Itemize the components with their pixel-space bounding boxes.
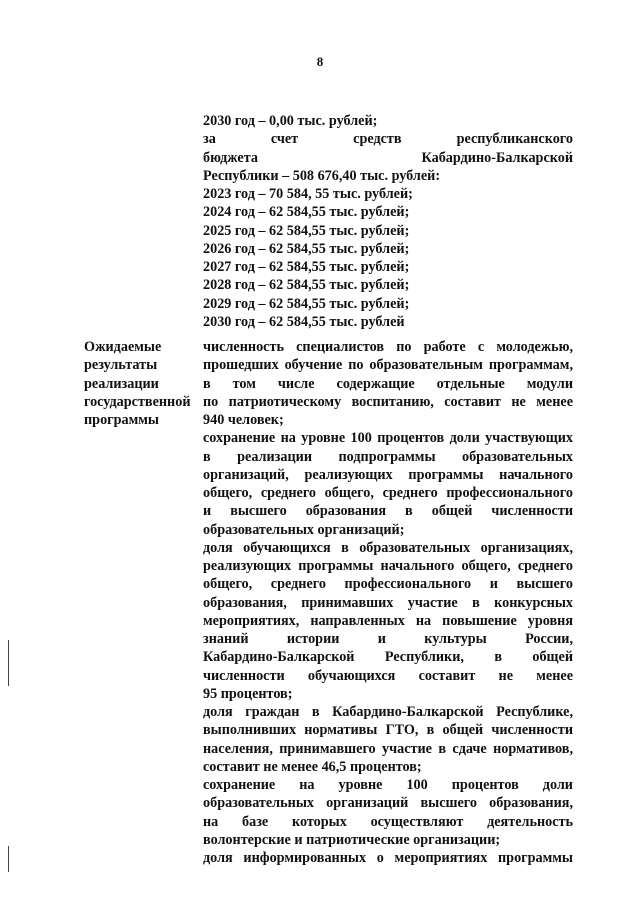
text-line: населения, принимавшего участие в сдаче нормативов,	[203, 740, 573, 757]
text-line: составит не менее 46,5 процентов;	[203, 758, 422, 775]
text-line: образовательных организаций;	[203, 521, 405, 538]
page-number: 8	[316, 54, 324, 69]
text-line: сохранение на уровне 100 процентов доли	[203, 777, 573, 793]
text-line: образования, принимавших участие в конкурсных	[203, 594, 573, 611]
text-line: 2023 год – 70 584, 55 тыс. рублей;	[203, 186, 413, 202]
finance-block	[203, 112, 573, 331]
text-line: 940 человек;	[203, 412, 284, 428]
margin-mark	[8, 640, 9, 686]
text-line: численности обучающихся составит не менее	[203, 667, 573, 684]
text-line: государственной	[84, 393, 191, 410]
text-line: 2026 год – 62 584,55 тыс. рублей;	[203, 240, 410, 257]
text-line: реализации	[84, 375, 159, 392]
text-line: доля информированных о мероприятиях программы	[203, 850, 573, 866]
margin-mark	[8, 846, 9, 872]
results-block	[203, 338, 573, 867]
text-line: 2027 год – 62 584,55 тыс. рублей;	[203, 259, 410, 275]
text-line: реализующих программы начального общего, среднего	[203, 558, 573, 574]
text-line: доля граждан в Кабардино-Балкарской Республике,	[203, 704, 573, 720]
text-line: 2024 год – 62 584,55 тыс. рублей;	[203, 204, 410, 221]
text-line: волонтерские и патриотические организации;	[203, 831, 501, 848]
results-label	[84, 338, 204, 429]
text-line: 2028 год – 62 584,55 тыс. рублей;	[203, 277, 410, 294]
text-line: и высшего образования в общей численности	[203, 503, 573, 520]
text-line: в том числе содержащие отдельные модули	[203, 375, 573, 392]
text-line: Ожидаемые	[84, 339, 162, 355]
text-line: знаний истории и культуры России,	[203, 631, 573, 647]
text-line: по патриотическому воспитанию, составит не менее	[203, 393, 573, 410]
text-line: 2029 год – 62 584,55 тыс. рублей;	[203, 295, 410, 312]
text-line: Республики – 508 676,40 тыс. рублей:	[203, 167, 441, 184]
text-line: Кабардино-Балкарской Республики, в общей	[203, 649, 573, 666]
text-line: 2030 год – 62 584,55 тыс. рублей	[203, 313, 405, 330]
text-line: на базе которых осуществляют деятельность	[203, 813, 573, 830]
text-line: 2030 год – 0,00 тыс. рублей;	[203, 113, 378, 129]
text-line: сохранение на уровне 100 процентов доли участвующих	[203, 430, 573, 447]
text-line: за счет средств республиканского	[203, 131, 573, 148]
text-line: организаций, реализующих программы начального	[203, 466, 573, 483]
text-line: выполнивших нормативы ГТО, в общей численности	[203, 722, 573, 739]
text-line: мероприятиях, направленных на повышение уровня	[203, 612, 573, 629]
text-line: бюджета Кабардино-Балкарской	[203, 149, 573, 166]
text-line: программы	[84, 412, 159, 428]
text-line: 95 процентов;	[203, 685, 293, 702]
text-line: результаты	[84, 357, 158, 374]
text-line: прошедших обучение по образовательным программам,	[203, 357, 573, 374]
text-line: общего, среднего общего, среднего профессионального	[203, 485, 573, 501]
text-line: общего, среднего профессионального и высшего	[203, 576, 573, 593]
text-line: в реализации подпрограммы образовательных	[203, 448, 573, 465]
text-line: доля обучающихся в образовательных организациях,	[203, 539, 573, 556]
text-line: численность специалистов по работе с молодежью,	[203, 339, 573, 355]
text-line: образовательных организаций высшего образования,	[203, 795, 573, 812]
text-line: 2025 год – 62 584,55 тыс. рублей;	[203, 222, 410, 239]
